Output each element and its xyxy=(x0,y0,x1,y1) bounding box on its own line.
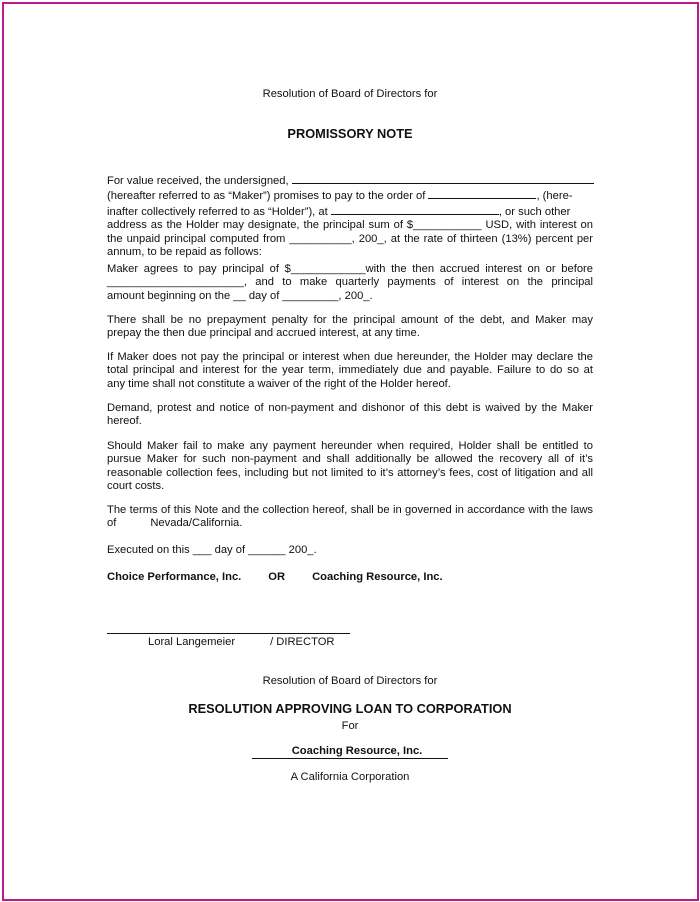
p7-line-2 xyxy=(107,517,593,530)
party-two: Coaching Resource, Inc. xyxy=(312,571,443,583)
signer-name: Loral Langemeier xyxy=(148,636,236,648)
p2-line-1: Maker agrees to pay principal of $____________with the then accrued interest on or before xyxy=(107,263,593,275)
p6-line-1: Should Maker fail to make any payment hereunder when required, Holder shall be entitled to xyxy=(107,440,593,452)
p3-line-2: prepay the then due principal and accrued interest, at any time. xyxy=(107,327,420,340)
resolution-for: For xyxy=(341,720,359,732)
p4-line-3: any time shall not constitute a waiver of the right of the Holder hereof. xyxy=(107,377,451,390)
signature-names xyxy=(148,636,335,649)
p4-line-1: If Maker does not pay the principal or interest when due hereunder, the Holder may declare the xyxy=(107,351,593,363)
executed-line: Executed on this ___ day of ______ 200_. xyxy=(107,544,317,556)
p1-line-3-end: , or such other xyxy=(498,205,571,218)
p1-line-2-end: , (here- xyxy=(536,190,573,203)
p7-line-2-state: Nevada/California. xyxy=(150,517,243,530)
p6-line-4: court costs. xyxy=(107,480,165,493)
resolution-subtitle: Resolution of Board of Directors for xyxy=(262,675,438,687)
p1-line-1 xyxy=(107,173,593,188)
p7-line-1: The terms of this Note and the collection hereof, shall be in governed in accordance with the laws xyxy=(107,504,593,516)
p1-line-4: address as the Holder may designate, the principal sum of $___________ USD, with interest on xyxy=(107,219,593,232)
p1-line-5: the unpaid principal computed from __________, 200_, at the rate of thirteen (13%) percent per xyxy=(107,232,593,245)
resolution-company: Coaching Resource, Inc. xyxy=(252,745,449,759)
p5-line-2: hereof. xyxy=(107,415,142,428)
p6-line-2: pursue Maker for such non-payment and shall additionally be allowed the recovery all of it’s xyxy=(107,453,593,466)
holder-address-blank xyxy=(331,204,499,215)
paragraph-default xyxy=(107,351,593,391)
p2-line-3: amount beginning on the __ day of _________, 200_. xyxy=(107,289,373,302)
signer-role: / DIRECTOR xyxy=(270,636,335,648)
p1-line-6: annum, to be repaid as follows: xyxy=(107,246,262,259)
party-one: Choice Performance, Inc. xyxy=(107,571,242,583)
p1-line-1-text: For value received, the undersigned, xyxy=(107,175,289,187)
parties-line xyxy=(107,571,593,584)
order-of-blank xyxy=(428,188,536,199)
p1-line-2 xyxy=(107,188,593,203)
resolution-title: RESOLUTION APPROVING LOAN TO CORPORATION xyxy=(188,701,512,716)
resolution-company-type: A California Corporation xyxy=(290,771,410,783)
p1-line-2-text: (hereafter referred to as “Maker”) promises to pay to the order of xyxy=(107,190,426,203)
p2-line-2: ______________________, and to make quarterly payments of interest on the principal xyxy=(107,276,593,289)
paragraph-value-received xyxy=(107,173,593,259)
document-title: PROMISSORY NOTE xyxy=(287,126,413,141)
party-or: OR xyxy=(268,571,286,583)
resolution-company-wrap xyxy=(107,745,593,759)
p7-line-2-of: of xyxy=(107,517,117,530)
p5-line-1: Demand, protest and notice of non-payment and dishonor of this debt is waived by the Maker xyxy=(107,402,593,414)
paragraph-demand xyxy=(107,402,593,429)
p4-line-2: total principal and interest for the year term, immediately due and payable. Failure to do so at xyxy=(107,364,593,377)
signature-line xyxy=(107,633,350,634)
p1-line-3 xyxy=(107,204,593,219)
paragraph-maker-agrees xyxy=(107,263,593,303)
paragraph-collection xyxy=(107,440,593,494)
p1-line-3-text: inafter collectively referred to as “Holder”), at xyxy=(107,205,328,218)
undersigned-blank xyxy=(292,173,594,184)
p6-line-3: reasonable collection fees, including but not limited to it’s attorney’s fees, cost of litigation and all xyxy=(107,466,593,479)
paragraph-governing-law xyxy=(107,504,593,531)
paragraph-prepayment xyxy=(107,314,593,341)
header-subtitle: Resolution of Board of Directors for xyxy=(262,88,438,100)
p3-line-1: There shall be no prepayment penalty for the principal amount of the debt, and Maker may xyxy=(107,314,593,326)
